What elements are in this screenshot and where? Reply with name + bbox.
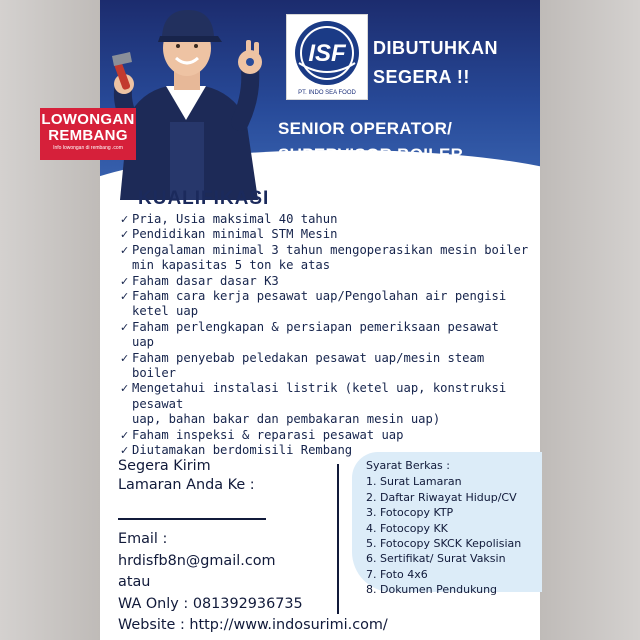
document-item: 2. Daftar Riwayat Hidup/CV (366, 490, 517, 504)
check-icon: ✓ (120, 428, 130, 442)
whatsapp-number[interactable]: WA Only : 081392936735 (118, 595, 303, 612)
qualification-item (120, 243, 540, 274)
qualification-text: ketel uap (132, 304, 199, 319)
background-left (0, 0, 100, 640)
headline (373, 34, 540, 92)
qualification-text: uap (132, 335, 155, 350)
qualification-text: Faham penyebab peledakan pesawat uap/mesin steam (132, 350, 485, 365)
documents-list (366, 474, 546, 597)
position-line-2: SUPERVISOR BOILER (278, 145, 464, 164)
document-item: 4. Fotocopy KK (366, 521, 448, 535)
qualification-text: Diutamakan berdomisili Rembang (132, 443, 353, 458)
watermark-tagline-text: Info lowongan di rembang (53, 145, 111, 151)
qualification-text: boiler (132, 366, 177, 381)
or-text: atau (118, 574, 151, 590)
logo-text: ISF (308, 40, 346, 67)
document-item: 3. Fotocopy KTP (366, 506, 454, 520)
background-right (540, 0, 640, 640)
qualification-text: Faham dasar dasar K3 (132, 273, 279, 288)
check-icon: ✓ (120, 444, 130, 458)
qualifications-list (120, 212, 540, 459)
vertical-divider (337, 464, 339, 614)
watermark-line-2 (40, 128, 136, 144)
position-title (278, 116, 540, 168)
check-icon: ✓ (120, 351, 130, 365)
email-label: Email : (118, 531, 168, 547)
check-icon: ✓ (120, 243, 130, 257)
qualification-text: Faham perlengkapan & persiapan pemeriksaan pesawat (132, 319, 499, 334)
qualification-text: Pengalaman minimal 3 tahun mengoperasikan mesin boiler (132, 242, 529, 257)
qualifications-title: KUALIFIKASI (138, 188, 270, 209)
document-item: 1. Surat Lamaran (366, 475, 462, 489)
logo-caption: PT. INDO SEA FOOD (298, 90, 356, 96)
worker-illustration (100, 0, 280, 200)
apply-underline (118, 518, 266, 520)
qualification-item (120, 428, 540, 443)
watermark-tagline (40, 144, 136, 152)
document-item: 7. Foto 4x6 (366, 567, 428, 581)
check-icon: ✓ (120, 228, 130, 242)
qualification-text: uap, bahan bakar dan pembakaran mesin uap) (132, 412, 441, 427)
qualification-text: Mengetahui instalasi listrik (ketel uap, konstruksi pesawat (132, 381, 507, 411)
company-logo (286, 14, 368, 100)
qualification-item (120, 212, 540, 227)
apply-line-1: Segera Kirim (118, 458, 211, 474)
watermark-suffix: .com (112, 145, 123, 151)
website-link[interactable]: Website : http://www.indosurimi.com/ (118, 617, 388, 633)
document-item: 8. Dokumen Pendukung (366, 583, 498, 597)
qualification-text: Pria, Usia maksimal 40 tahun (132, 212, 338, 226)
watermark-name: REMBANG (48, 127, 128, 144)
qualification-item (120, 274, 540, 289)
check-icon: ✓ (120, 274, 130, 288)
qualification-item (120, 227, 540, 242)
qualification-item (120, 289, 540, 320)
headline-line-1: DIBUTUHKAN (373, 38, 498, 58)
headline-line-2: SEGERA !! (373, 67, 470, 87)
apply-instruction (118, 457, 328, 495)
qualification-text: min kapasitas 5 ton ke atas (132, 258, 331, 273)
watermark-badge (40, 108, 136, 160)
document-item: 5. Fotocopy SKCK Kepolisian (366, 537, 522, 551)
watermark-line-1: LOWONGAN (41, 111, 135, 128)
qualification-text: Faham inspeksi & reparasi pesawat uap (132, 427, 404, 442)
documents-section (366, 458, 546, 598)
qualification-text: Pendidikan minimal STM Mesin (132, 227, 338, 242)
email-address[interactable]: hrdisfb8n@gmail.com (118, 552, 276, 569)
isf-logo-emblem (287, 15, 367, 89)
check-icon: ✓ (120, 320, 130, 334)
qualification-text: Faham cara kerja pesawat uap/Pengolahan air pengisi (132, 289, 507, 304)
qualification-item (120, 381, 540, 427)
position-line-1: SENIOR OPERATOR/ (278, 119, 453, 138)
check-icon: ✓ (120, 382, 130, 396)
check-icon: ✓ (120, 213, 130, 226)
document-item: 6. Sertifikat/ Surat Vaksin (366, 552, 506, 566)
qualification-item (120, 351, 540, 382)
qualification-item (120, 320, 540, 351)
check-icon: ✓ (120, 290, 130, 304)
documents-title: Syarat Berkas : (366, 459, 450, 472)
apply-line-2: Lamaran Anda Ke : (118, 477, 255, 493)
